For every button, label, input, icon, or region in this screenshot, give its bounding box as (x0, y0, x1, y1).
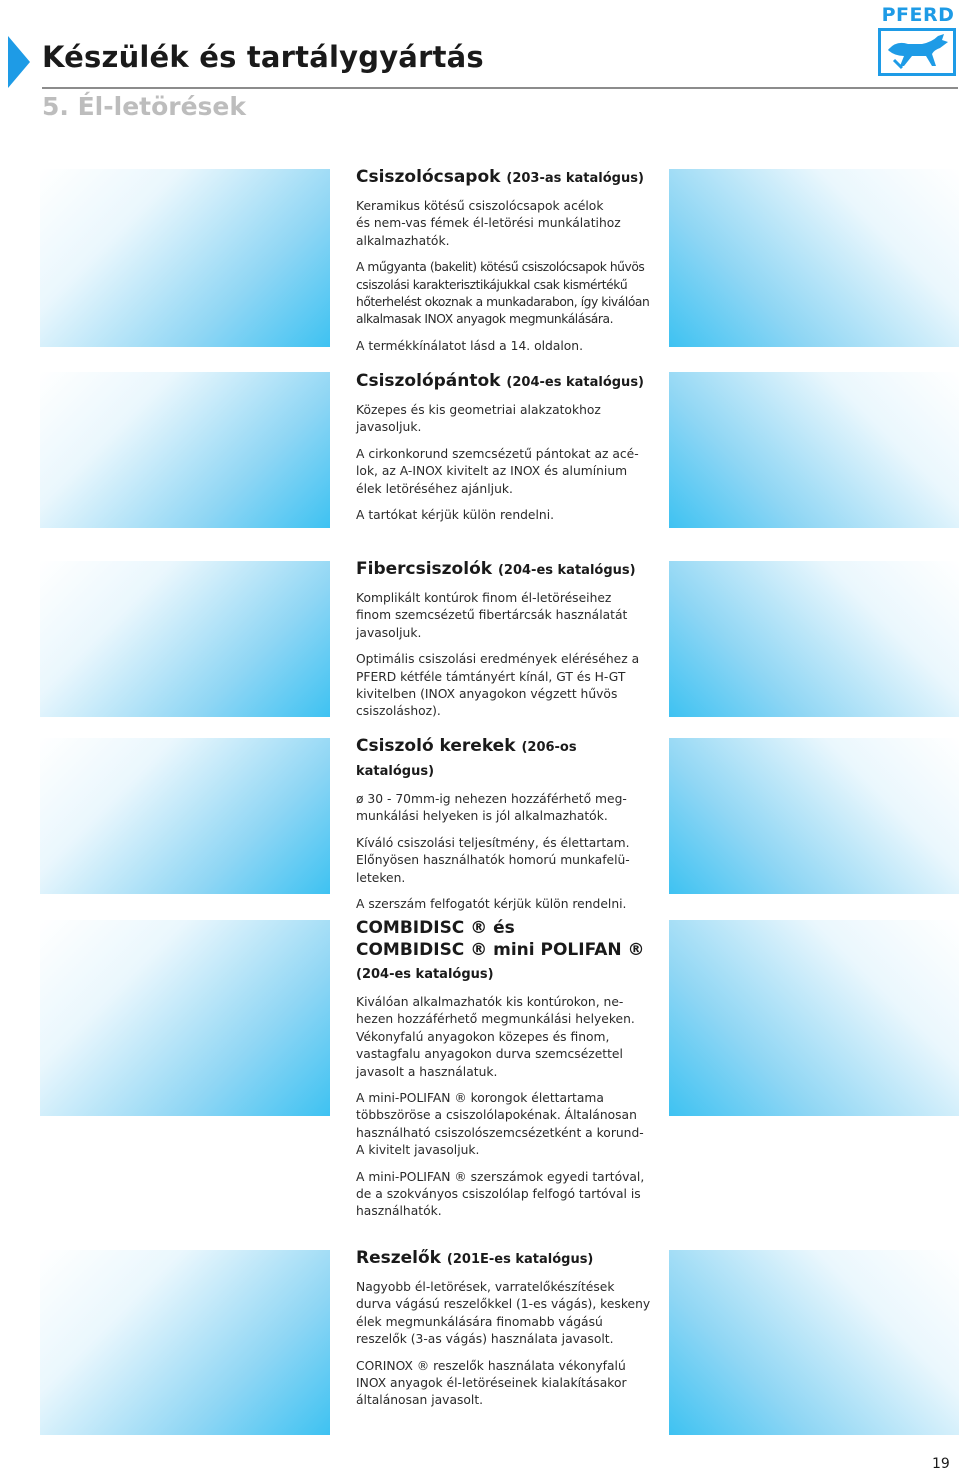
section-paragraph: CORINOX ® reszelők használata vékonyfalú INOX anyagok él-letöréseinek kialakításakor általánosan javasolt. (356, 1358, 627, 1408)
section-title (356, 1247, 656, 1271)
section-paragraph: A tartókat kérjük külön rendelni. (356, 508, 555, 523)
product-image-csiszolo-kerekek-right (669, 738, 959, 894)
section-csiszolocsapok (356, 166, 656, 364)
product-image-csiszolocsapok-right (669, 169, 959, 347)
section-title (356, 370, 656, 394)
section-catalog: (204-es katalógus) (356, 967, 494, 982)
page-subtitle: 5. Él-letörések (42, 92, 247, 121)
page-title: Készülék és tartálygyártás (42, 40, 484, 74)
product-image-csiszolo-kerekek-left (40, 738, 330, 894)
section-title-text: Reszelők (356, 1248, 441, 1268)
section-paragraph: Közepes és kis geometriai alakzatokhoz javasoljuk. (356, 403, 601, 435)
section-catalog: (201E-es katalógus) (446, 1252, 594, 1267)
section-paragraph: A műgyanta (bakelit) kötésű csiszolócsapok hűvös csiszolási karakterisztikájukkal csak kismértékű hőterhelést okoznak a munkadarabon, így kiválóan alkalmasak INOX anyagok megmunkálására. (356, 260, 650, 327)
section-title-line2: COMBIDISC ® mini POLIFAN ® (356, 940, 645, 960)
section-title-text: Fibercsiszolók (356, 559, 493, 579)
section-title (356, 166, 656, 190)
section-reszelok (356, 1247, 656, 1419)
section-paragraph: A cirkonkorund szemcsézetű pántokat az acé- lok, az A-INOX kivitelt az INOX és alumínium élek letöréséhez ajánljuk. (356, 446, 639, 496)
section-title-text: Csiszolópántok (356, 371, 501, 391)
section-catalog: (206-os katalógus) (356, 740, 577, 779)
section-title (356, 917, 656, 986)
logo-text: PFERD (881, 4, 955, 26)
section-paragraph: Nagyobb él-letörések, varratelőkészítések durva vágású reszelőkkel (1-es vágás), keskeny élek megmunkálására finomabb vágású reszelők (3-as vágás) használata javasolt. (356, 1280, 651, 1347)
section-paragraph: A szerszám felfogatót kérjük külön rendelni. (356, 897, 627, 912)
section-paragraph: ø 30 - 70mm-ig nehezen hozzáférhető meg- munkálási helyeken is jól alkalmazhatók. (356, 792, 627, 824)
header-arrow-icon (8, 36, 30, 88)
product-image-fibercsiszolok-left (40, 561, 330, 717)
product-image-combidisc-right (669, 920, 959, 1116)
section-title-line1: COMBIDISC ® és (356, 918, 515, 938)
section-catalog: (204-es katalógus) (497, 563, 636, 578)
section-paragraph: Keramikus kötésű csiszolócsapok acélok és nem-vas fémek él-letörési munkálatihoz alkalmazhatók. (356, 199, 621, 248)
section-title (356, 558, 656, 582)
product-image-csiszolopantok-left (40, 372, 330, 528)
product-image-csiszolocsapok-left (40, 169, 330, 347)
section-title (356, 735, 656, 783)
product-image-reszelok-right (669, 1250, 959, 1435)
section-title-text: Csiszoló kerekek (356, 736, 516, 756)
section-paragraph: Optimális csiszolási eredmények eléréséhez a PFERD kétféle támtányért kínál, GT és H-GT kivitelben (INOX anyagokon végzett hűvös csiszoláshoz). (356, 652, 640, 719)
section-csiszolo-kerekek (356, 735, 656, 922)
section-paragraph: Kíváló csiszolási teljesítmény, és élettartam. Előnyösen használhatók homorú munkafelü- leteken. (356, 835, 630, 885)
section-paragraph: A mini-POLIFAN ® korongok élettartama többszöröse a csiszolólapokénak. Általánosan használható csiszolószemcsézetként a korund- A kivitelt javasoljuk. (356, 1091, 644, 1158)
header-divider (42, 87, 958, 89)
horse-logo-icon (878, 28, 956, 76)
pferd-logo (878, 4, 958, 76)
product-image-fibercsiszolok-right (669, 561, 959, 717)
section-title-text: Csiszolócsapok (356, 167, 501, 187)
section-fibercsiszolok (356, 558, 656, 730)
section-paragraph: Komplikált kontúrok finom él-letöréseihez finom szemcsézetű fibertárcsák használatát javasoljuk. (356, 591, 628, 640)
section-paragraph: Kiválóan alkalmazhatók kis kontúrokon, ne- hezen hozzáférhető megmunkálási helyeken. Vékonyfalú anyagokon közepes és finom, vastagfalu anyagokon durva szemcsézettel javasolt a használatuk. (356, 995, 635, 1079)
page-number: 19 (932, 1456, 950, 1472)
section-catalog: (204-es katalógus) (506, 375, 644, 390)
product-image-reszelok-left (40, 1250, 330, 1435)
section-csiszolopantok (356, 370, 656, 533)
section-catalog: (203-as katalógus) (506, 171, 644, 186)
section-combidisc (356, 917, 656, 1230)
section-paragraph: A termékkínálatot lásd a 14. oldalon. (356, 338, 584, 353)
product-image-combidisc-left (40, 920, 330, 1116)
section-paragraph: A mini-POLIFAN ® szerszámok egyedi tartóval, de a szokványos csiszolólap felfogó tartóval is használhatók. (356, 1169, 645, 1219)
product-image-csiszolopantok-right (669, 372, 959, 528)
